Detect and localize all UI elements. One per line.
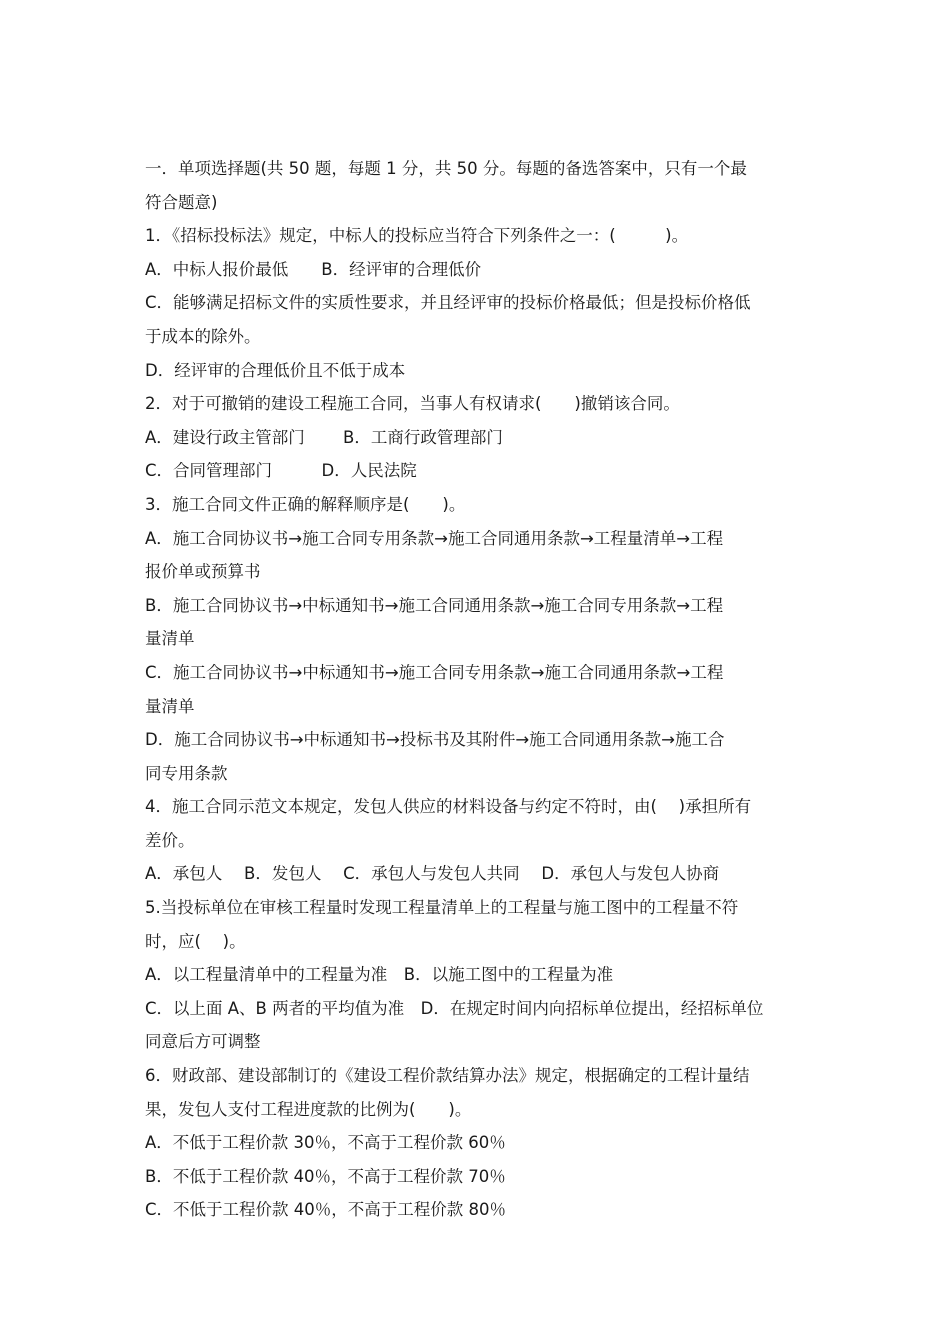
text-line: A．中标人报价最低 B．经评审的合理低价 bbox=[145, 259, 482, 279]
text-line: D．施工合同协议书→中标通知书→投标书及其附件→施工合同通用条款→施工合 bbox=[145, 730, 725, 750]
text-line: 时，应( )。 bbox=[145, 931, 246, 951]
text-line: 4．施工合同示范文本规定，发包人供应的材料设备与约定不符时，由( )承担所有 bbox=[145, 797, 752, 817]
text-line: 同专用条款 bbox=[145, 763, 228, 783]
text-line: C．施工合同协议书→中标通知书→施工合同专用条款→施工合同通用条款→工程 bbox=[145, 662, 724, 682]
text-line: 6．财政部、建设部制订的《建设工程价款结算办法》规定，根据确定的工程计量结 bbox=[145, 1066, 750, 1086]
text-line: B．施工合同协议书→中标通知书→施工合同通用条款→施工合同专用条款→工程 bbox=[145, 595, 724, 615]
text-line: A．承包人 B．发包人 C．承包人与发包人共同 D．承包人与发包人协商 bbox=[145, 864, 720, 884]
text-line: 报价单或预算书 bbox=[145, 562, 261, 582]
text-line: C．以上面 A、B 两者的平均值为准 D．在规定时间内向招标单位提出，经招标单位 bbox=[145, 998, 764, 1018]
text-line: A．以工程量清单中的工程量为准 B．以施工图中的工程量为准 bbox=[145, 965, 614, 985]
text-line: C．不低于工程价款 40％，不高于工程价款 80％ bbox=[145, 1200, 507, 1220]
document-body bbox=[145, 152, 810, 1227]
text-line: 量清单 bbox=[145, 696, 195, 716]
text-line: 5.当投标单位在审核工程量时发现工程量清单上的工程量与施工图中的工程量不符 bbox=[145, 898, 739, 918]
text-line: 1．《招标投标法》规定，中标人的投标应当符合下列条件之一：( )。 bbox=[145, 226, 689, 246]
text-line: A．不低于工程价款 30％，不高于工程价款 60％ bbox=[145, 1133, 506, 1153]
text-line: 果，发包人支付工程进度款的比例为( )。 bbox=[145, 1099, 472, 1119]
text-line: 于成本的除外。 bbox=[145, 326, 261, 346]
text-line: 2．对于可撤销的建设工程施工合同，当事人有权请求( )撤销该合同。 bbox=[145, 394, 680, 414]
text-line: 同意后方可调整 bbox=[145, 1032, 261, 1052]
text-line: D．经评审的合理低价且不低于成本 bbox=[145, 360, 406, 380]
text-line: B．不低于工程价款 40％，不高于工程价款 70％ bbox=[145, 1166, 506, 1186]
text-line: 一．单项选择题(共 50 题，每题 1 分，共 50 分。每题的备选答案中，只有一个最 bbox=[145, 159, 747, 178]
text-line: 3．施工合同文件正确的解释顺序是( )。 bbox=[145, 494, 466, 514]
text-line: 量清单 bbox=[145, 629, 195, 649]
text-line: A．建设行政主管部门 B．工商行政管理部门 bbox=[145, 427, 503, 447]
text-line: 差价。 bbox=[145, 830, 195, 850]
text-line: C．能够满足招标文件的实质性要求，并且经评审的投标价格最低；但是投标价格低 bbox=[145, 293, 751, 313]
text-line: 符合题意) bbox=[145, 192, 218, 212]
text-line: C．合同管理部门 D．人民法院 bbox=[145, 461, 417, 481]
text-line: A．施工合同协议书→施工合同专用条款→施工合同通用条款→工程量清单→工程 bbox=[145, 528, 724, 548]
